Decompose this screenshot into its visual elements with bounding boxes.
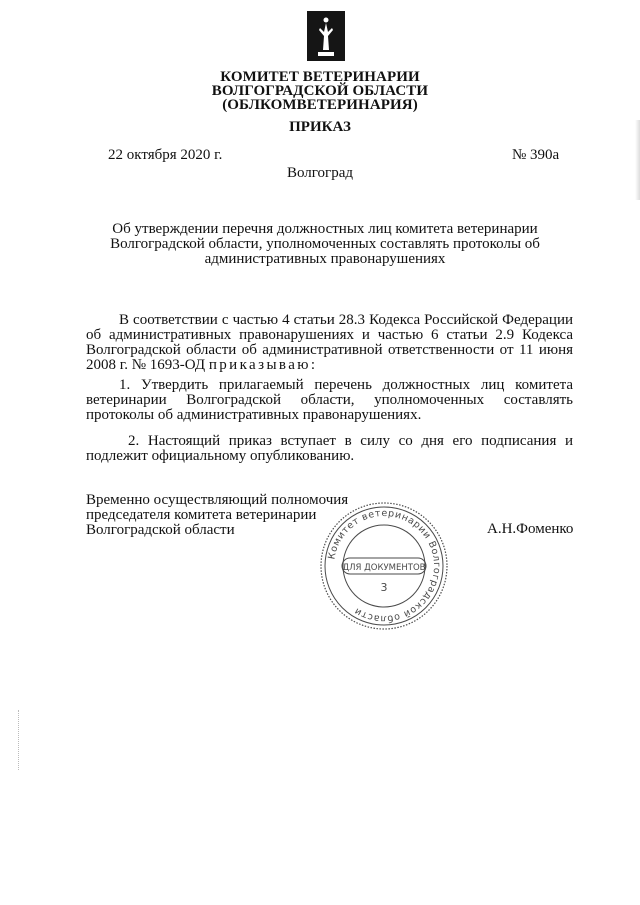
signer-line-1: Временно осуществляющий полномочия [86,492,349,508]
page-edge-shadow [635,120,640,200]
stamp-number: 3 [380,581,388,594]
document-number: № 390а [512,147,560,163]
signer-line-2: председателя комитета ветеринарии [86,507,317,523]
stamp-inner-text: ДЛЯ ДОКУМЕНТОВ [342,563,426,573]
subject-line-2: Волгоградской области, уполномоченных составлять протоколы об [110,236,540,252]
stamp-outer-text: Комитет ветеринарии Волгоградской области [326,507,443,625]
official-stamp [318,500,450,632]
org-name-line1: КОМИТЕТ ВЕТЕРИНАРИИ [220,69,420,85]
subject-line-1: Об утверждении перечня должностных лиц комитета ветеринарии [112,221,538,237]
preamble-text: В соответствии с частью 4 статьи 28.3 Кодекса Российской Федерации об административных правонарушениях и частью 6 статьи 2.9 Кодекса Волгоградской области об административной ответственности от 11 июня 2008 г. № 1693-ОД [86,312,573,373]
org-name-line2: ВОЛГОГРАДСКОЙ ОБЛАСТИ [211,83,429,99]
body-paragraph-item-2: 2. Настоящий приказ вступает в силу со дня его подписания и подлежит официальному опубликованию. [86,433,573,464]
body-paragraph-preamble [86,313,573,373]
subject-line-3: административных правонарушениях [204,251,446,267]
signer-line-3: Волгоградской области [86,522,235,538]
scan-artifact [18,710,20,770]
org-name-line3: (ОБЛКОМВЕТЕРИНАРИЯ) [222,97,418,113]
document-city: Волгоград [286,165,353,181]
coat-of-arms-emblem-icon [306,10,346,62]
signer-name: А.Н.Фоменко [487,521,574,537]
order-word: приказываю: [208,357,318,373]
document-subject [100,222,550,267]
document-type-title: ПРИКАЗ [289,119,351,135]
document-date: 22 октября 2020 г. [108,147,223,163]
body-paragraph-item-1: 1. Утвердить прилагаемый перечень должностных лиц комитета ветеринарии Волгоградской области, уполномоченных составлять протоколы об административных правонарушениях. [86,377,573,423]
